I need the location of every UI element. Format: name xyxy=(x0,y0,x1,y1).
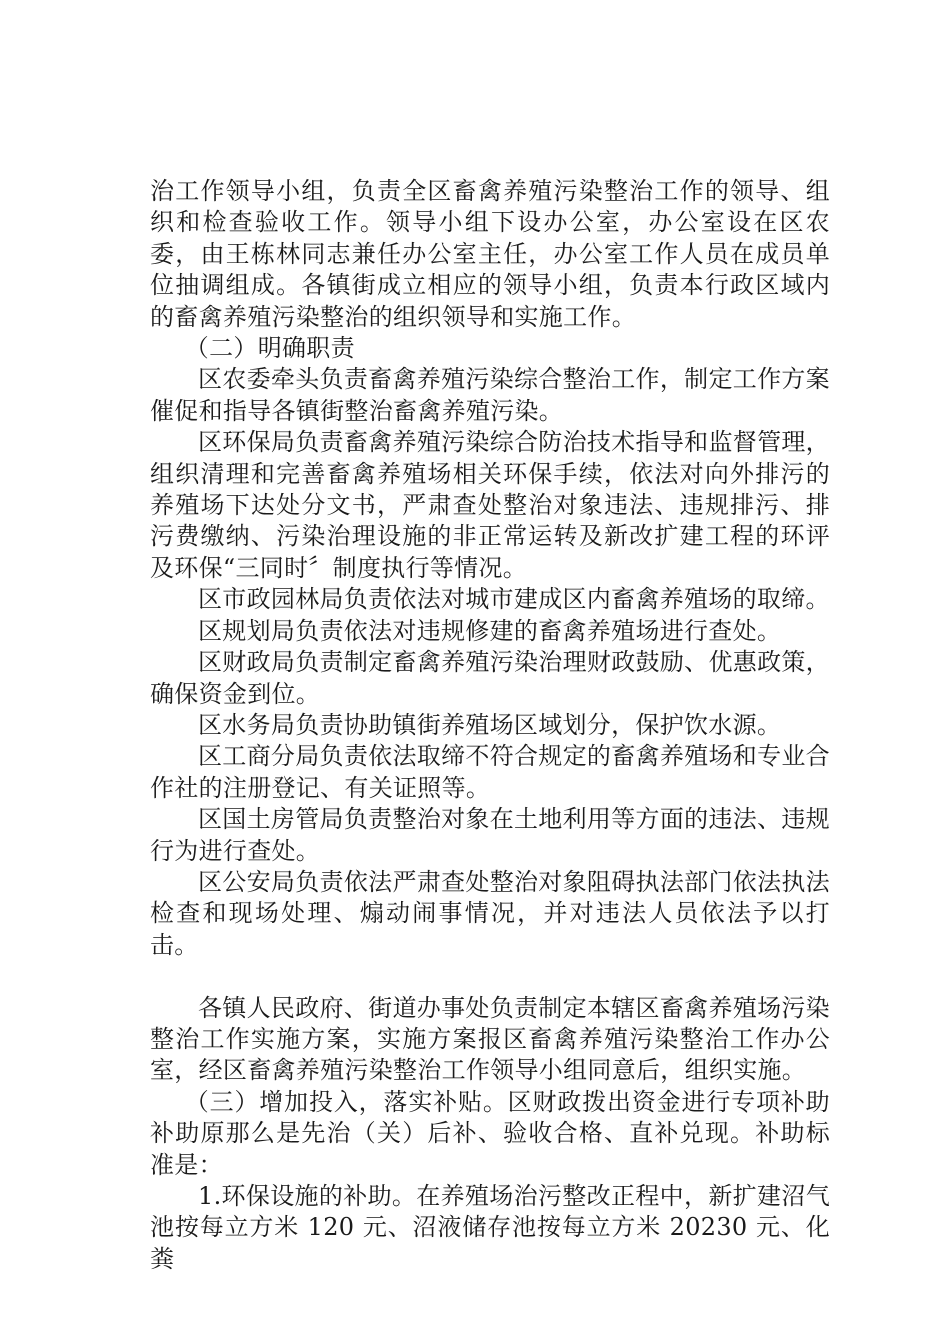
paragraph-public-security: 区公安局负责依法严肃查处整治对象阻碍执法部门依法执法检查和现场处理、煽动闹事情况，并对违法人员依法予以打击。 xyxy=(150,867,830,959)
paragraph-commerce-bureau: 区工商分局负责依法取缔不符合规定的畜禽养殖场和专业合作社的注册登记、有关证照等。 xyxy=(150,742,830,802)
paragraph-agri-committee: 区农委牵头负责畜禽养殖污染综合整治工作，制定工作方案催促和指导各镇街整治畜禽养殖污染。 xyxy=(150,365,830,425)
section-heading-investment: （三）增加投入，落实补贴。区财政拨出资金进行专项补助补助原那么是先治（关）后补、验收合格、直补兑现。补助标准是： xyxy=(150,1087,830,1179)
blank-line xyxy=(150,961,830,992)
paragraph-planning-bureau: 区规划局负责依法对违规修建的畜禽养殖场进行查处。 xyxy=(198,616,782,645)
paragraph-subsidy-item-1: 1.环保设施的补助。在养殖场治污整改正程中，新扩建沼气池按每立方米 120 元、沼液储存池按每立方米 20230 元、化粪 xyxy=(150,1181,830,1273)
document-body xyxy=(150,176,830,1275)
paragraph-finance-bureau: 区财政局负责制定畜禽养殖污染治理财政鼓励、优惠政策，确保资金到位。 xyxy=(150,648,830,708)
paragraph-town-governments: 各镇人民政府、街道办事处负责制定本辖区畜禽养殖场污染整治工作实施方案，实施方案报区畜禽养殖污染整治工作办公室，经区畜禽养殖污染整治工作领导小组同意后，组织实施。 xyxy=(150,993,830,1085)
paragraph-municipal-bureau: 区市政园林局负责依法对城市建成区内畜禽养殖场的取缔。 xyxy=(198,585,830,614)
paragraph-land-bureau: 区国土房管局负责整治对象在土地利用等方面的违法、违规行为进行查处。 xyxy=(150,805,830,865)
paragraph-water-bureau: 区水务局负责协助镇街养殖场区域划分，保护饮水源。 xyxy=(198,710,782,739)
paragraph-leading-group: 治工作领导小组，负责全区畜禽养殖污染整治工作的领导、组织和检查验收工作。领导小组下设办公室，办公室设在区农委，由王栋林同志兼任办公室主任，办公室工作人员在成员单位抽调组成。各镇街成立相应的领导小组，负责本行政区域内的畜禽养殖污染整治的组织领导和实施工作。 xyxy=(150,177,830,331)
section-heading-duties: （二）明确职责 xyxy=(184,334,355,363)
paragraph-environment-bureau: 区环保局负责畜禽养殖污染综合防治技术指导和监督管理，组织清理和完善畜禽养殖场相关环保手续，依法对向外排污的养殖场下达处分文书，严肃查处整治对象违法、违规排污、排污费缴纳、污染治理设施的非正常运转及新改扩建工程的环评及环保“三同时〞制度执行等情况。 xyxy=(150,428,830,582)
